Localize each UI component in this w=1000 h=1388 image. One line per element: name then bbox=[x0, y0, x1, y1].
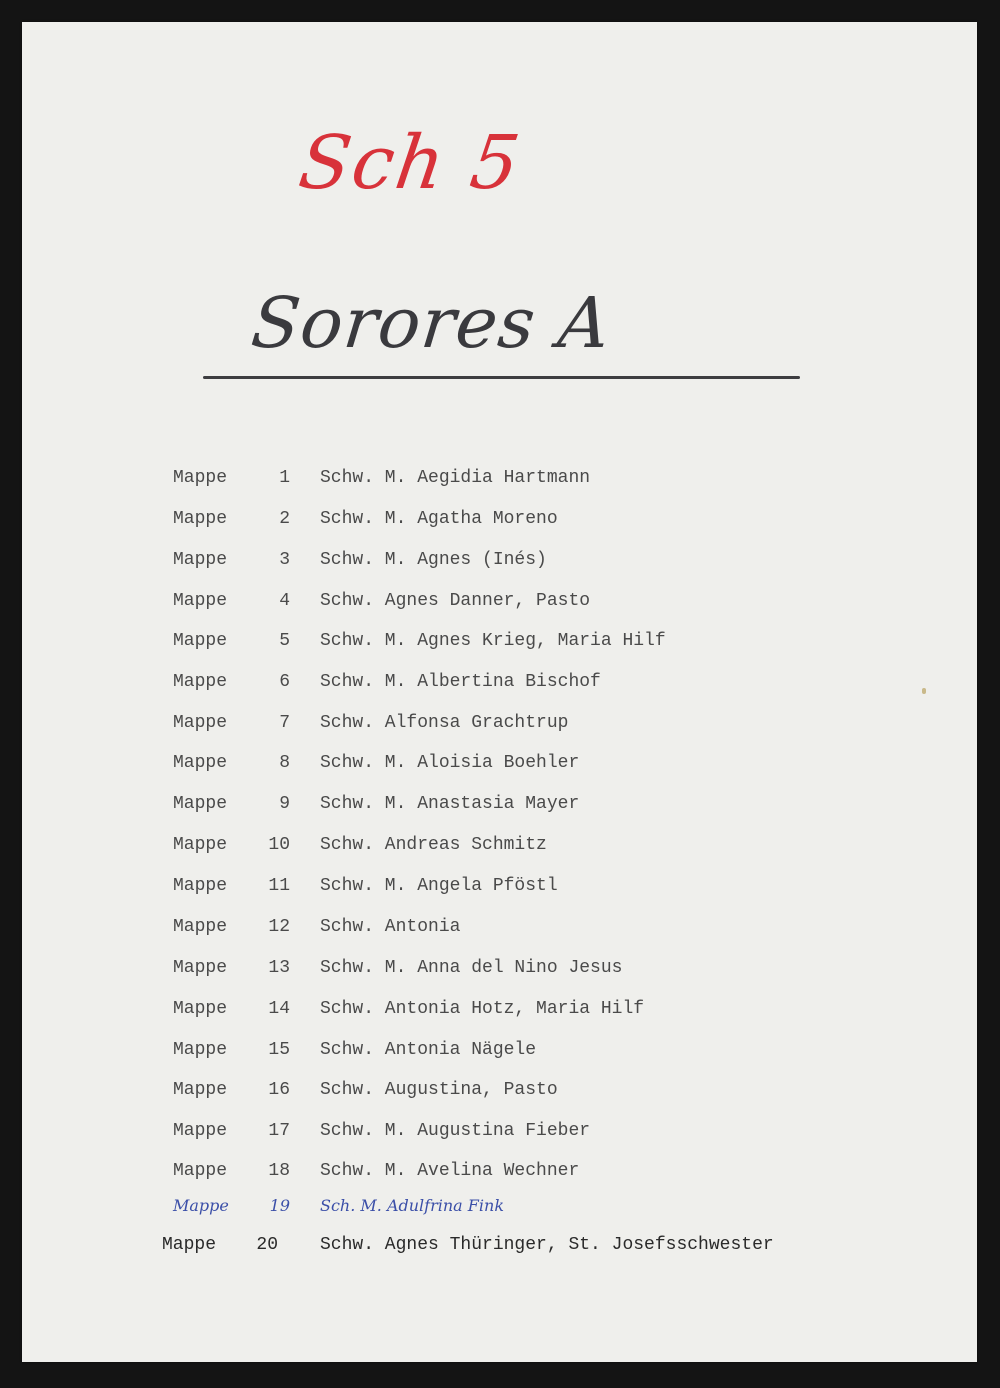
folder-prefix: Mappe bbox=[173, 794, 228, 814]
folder-number: 1 bbox=[279, 468, 290, 488]
folder-prefix: Mappe bbox=[173, 835, 228, 855]
handwritten-red-code: Sch 5 bbox=[293, 120, 527, 206]
folder-prefix: Mappe bbox=[173, 1161, 228, 1181]
folder-prefix: Mappe bbox=[173, 713, 228, 733]
paper-speck bbox=[922, 688, 926, 694]
folder-prefix: Mappe bbox=[173, 958, 228, 978]
folder-number: 3 bbox=[279, 550, 290, 570]
folder-prefix: Mappe bbox=[173, 999, 228, 1019]
sister-name: Schw. Antonia bbox=[320, 917, 461, 937]
folder-prefix: Mappe bbox=[162, 1235, 217, 1255]
folder-number: 14 bbox=[268, 999, 290, 1019]
folder-number: 9 bbox=[279, 794, 290, 814]
folder-number: 4 bbox=[279, 591, 290, 611]
folder-number: 11 bbox=[268, 876, 290, 896]
folder-number: 15 bbox=[268, 1040, 290, 1060]
folder-number: 2 bbox=[279, 509, 290, 529]
sister-name: Schw. Alfonsa Grachtrup bbox=[320, 713, 569, 733]
folder-number: 19 bbox=[269, 1196, 290, 1215]
sister-name: Schw. M. Anastasia Mayer bbox=[320, 794, 580, 814]
sister-name: Schw. M. Angela Pföstl bbox=[320, 876, 558, 896]
folder-prefix: Mappe bbox=[173, 591, 228, 611]
folder-prefix: Mappe bbox=[173, 753, 228, 773]
folder-prefix: Mappe bbox=[173, 1080, 228, 1100]
folder-prefix: Mappe bbox=[173, 550, 228, 570]
sister-name: Schw. M. Avelina Wechner bbox=[320, 1161, 580, 1181]
sister-name: Schw. Augustina, Pasto bbox=[320, 1080, 558, 1100]
folder-prefix: Mappe bbox=[173, 672, 228, 692]
folder-number: 17 bbox=[268, 1121, 290, 1141]
folder-number: 16 bbox=[268, 1080, 290, 1100]
folder-prefix: Mappe bbox=[173, 631, 228, 651]
folder-number: 12 bbox=[268, 917, 290, 937]
sister-name: Schw. M. Agnes (Inés) bbox=[320, 550, 547, 570]
folder-number: 5 bbox=[279, 631, 290, 651]
sister-name: Schw. M. Anna del Nino Jesus bbox=[320, 958, 623, 978]
folder-number: 7 bbox=[279, 713, 290, 733]
folder-prefix: Mappe bbox=[173, 1196, 229, 1215]
folder-number: 18 bbox=[268, 1161, 290, 1181]
folder-number: 13 bbox=[268, 958, 290, 978]
sister-name: Schw. Agnes Thüringer, St. Josefsschwester bbox=[320, 1235, 774, 1255]
sister-name: Schw. M. Augustina Fieber bbox=[320, 1121, 591, 1141]
folder-prefix: Mappe bbox=[173, 1040, 228, 1060]
sister-name: Schw. M. Agatha Moreno bbox=[320, 509, 558, 529]
handwritten-title: Sorores A bbox=[247, 282, 615, 364]
folder-number: 20 bbox=[256, 1235, 278, 1255]
folder-number: 8 bbox=[279, 753, 290, 773]
sister-name: Schw. Andreas Schmitz bbox=[320, 835, 547, 855]
title-underline bbox=[203, 376, 800, 379]
sister-name: Schw. Agnes Danner, Pasto bbox=[320, 591, 591, 611]
sister-name: Schw. M. Agnes Krieg, Maria Hilf bbox=[320, 631, 666, 651]
sister-name: Schw. Antonia Hotz, Maria Hilf bbox=[320, 999, 645, 1019]
folder-prefix: Mappe bbox=[173, 917, 228, 937]
folder-number: 10 bbox=[268, 835, 290, 855]
folder-prefix: Mappe bbox=[173, 509, 228, 529]
folder-prefix: Mappe bbox=[173, 468, 228, 488]
folder-number: 6 bbox=[279, 672, 290, 692]
folder-prefix: Mappe bbox=[173, 876, 228, 896]
sister-name: Schw. M. Albertina Bischof bbox=[320, 672, 601, 692]
sister-name: Schw. M. Aloisia Boehler bbox=[320, 753, 580, 773]
folder-prefix: Mappe bbox=[173, 1121, 228, 1141]
sister-name: Sch. M. Adulfrina Fink bbox=[320, 1196, 505, 1215]
sister-name: Schw. M. Aegidia Hartmann bbox=[320, 468, 591, 488]
sister-name: Schw. Antonia Nägele bbox=[320, 1040, 537, 1060]
